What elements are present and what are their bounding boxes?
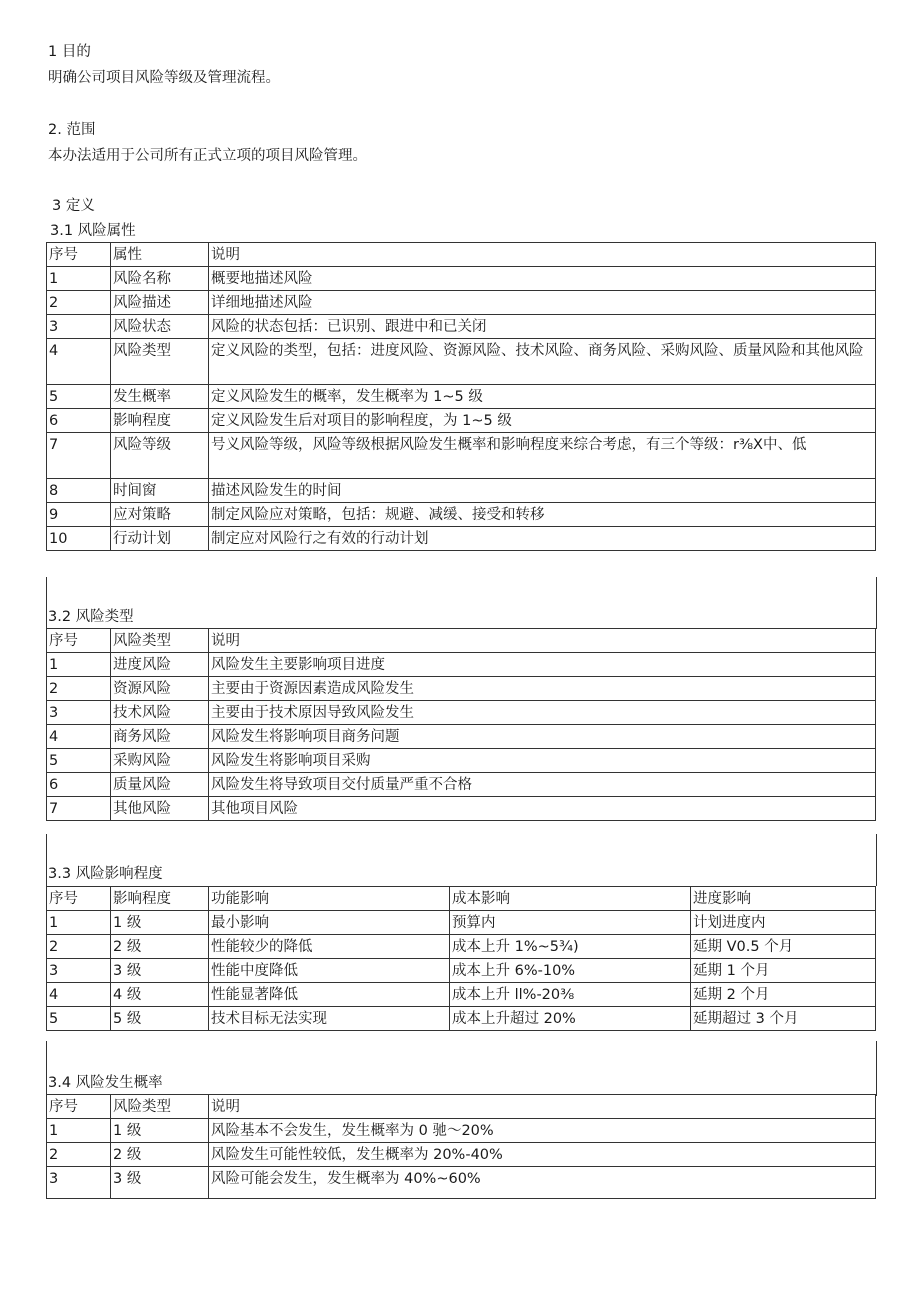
table-cell: 2 bbox=[47, 1143, 111, 1167]
table-cell: 概要地描述风险 bbox=[209, 267, 876, 291]
table-row bbox=[47, 433, 876, 479]
table-cell: 其他项目风险 bbox=[209, 797, 876, 821]
table-cell: 延期超过 3 个月 bbox=[691, 1007, 876, 1031]
table-cell: 成本上升 6%-10% bbox=[450, 959, 691, 983]
risk-attributes-table bbox=[46, 242, 876, 551]
table-row bbox=[47, 653, 876, 677]
table-header-row bbox=[47, 629, 876, 653]
table-cell: 采购风险 bbox=[111, 749, 209, 773]
table-cell: 5 级 bbox=[111, 1007, 209, 1031]
table-row bbox=[47, 725, 876, 749]
table-cell: 风险名称 bbox=[111, 267, 209, 291]
table-3-1-title: 3.1 风险属性 bbox=[50, 223, 136, 239]
section-3-heading: 3 定义 bbox=[52, 198, 95, 214]
table-cell: 性能中度降低 bbox=[209, 959, 450, 983]
table-3-2-title: 3.2 风险类型 bbox=[48, 609, 134, 625]
table-cell: 其他风险 bbox=[111, 797, 209, 821]
table-row bbox=[47, 911, 876, 935]
table-cell: 3 级 bbox=[111, 959, 209, 983]
header-cell: 成本影响 bbox=[450, 887, 691, 911]
table-cell: 6 bbox=[47, 409, 111, 433]
table-cell: 2 bbox=[47, 677, 111, 701]
table-cell: 成本上升 1%~5¾) bbox=[450, 935, 691, 959]
table-gap-frame bbox=[46, 1041, 877, 1096]
table-cell: 3 bbox=[47, 1167, 111, 1199]
table-row bbox=[47, 797, 876, 821]
table-cell: 行动计划 bbox=[111, 527, 209, 551]
table-cell: 延期 2 个月 bbox=[691, 983, 876, 1007]
table-cell: 性能较少的降低 bbox=[209, 935, 450, 959]
table-row bbox=[47, 701, 876, 725]
table-gap-frame bbox=[46, 834, 877, 886]
table-cell: 号义风险等级，风险等级根据风险发生概率和影响程度来综合考虑，有三个等级：r⅜X中、低 bbox=[209, 433, 876, 479]
header-cell: 序号 bbox=[47, 243, 111, 267]
table-cell: 技术目标无法实现 bbox=[209, 1007, 450, 1031]
header-cell: 影响程度 bbox=[111, 887, 209, 911]
table-cell: 6 bbox=[47, 773, 111, 797]
table-row bbox=[47, 1143, 876, 1167]
table-cell: 最小影响 bbox=[209, 911, 450, 935]
table-cell: 3 bbox=[47, 315, 111, 339]
table-cell: 时间窗 bbox=[111, 479, 209, 503]
table-cell: 质量风险 bbox=[111, 773, 209, 797]
table-cell: 性能显著降低 bbox=[209, 983, 450, 1007]
table-cell: 描述风险发生的时间 bbox=[209, 479, 876, 503]
table-cell: 商务风险 bbox=[111, 725, 209, 749]
table-cell: 2 bbox=[47, 291, 111, 315]
table-header-row bbox=[47, 887, 876, 911]
table-cell: 技术风险 bbox=[111, 701, 209, 725]
table-row bbox=[47, 677, 876, 701]
table-row bbox=[47, 983, 876, 1007]
header-cell: 说明 bbox=[209, 629, 876, 653]
table-cell: 延期 1 个月 bbox=[691, 959, 876, 983]
table-cell: 风险发生将影响项目商务问题 bbox=[209, 725, 876, 749]
header-cell: 功能影响 bbox=[209, 887, 450, 911]
section-2-heading: 2. 范围 bbox=[48, 122, 96, 138]
table-cell: 风险类型 bbox=[111, 339, 209, 385]
table-cell: 5 bbox=[47, 749, 111, 773]
table-cell: 定义风险发生后对项目的影响程度，为 1~5 级 bbox=[209, 409, 876, 433]
table-header-row bbox=[47, 243, 876, 267]
table-cell: 定义风险的类型，包括：进度风险、资源风险、技术风险、商务风险、采购风险、质量风险和其他风险 bbox=[209, 339, 876, 385]
table-cell: 风险描述 bbox=[111, 291, 209, 315]
table-row bbox=[47, 749, 876, 773]
table-cell: 成本上升超过 20% bbox=[450, 1007, 691, 1031]
table-cell: 1 bbox=[47, 1119, 111, 1143]
table-cell: 风险等级 bbox=[111, 433, 209, 479]
table-row bbox=[47, 935, 876, 959]
table-cell: 3 级 bbox=[111, 1167, 209, 1199]
table-cell: 风险发生将导致项目交付质量严重不合格 bbox=[209, 773, 876, 797]
table-cell: 风险发生将影响项目采购 bbox=[209, 749, 876, 773]
table-cell: 10 bbox=[47, 527, 111, 551]
table-cell: 风险发生主要影响项目进度 bbox=[209, 653, 876, 677]
table-cell: 成本上升 ll%-20⅜ bbox=[450, 983, 691, 1007]
table-cell: 2 级 bbox=[111, 935, 209, 959]
table-row bbox=[47, 291, 876, 315]
table-cell: 资源风险 bbox=[111, 677, 209, 701]
table-cell: 4 bbox=[47, 983, 111, 1007]
header-cell: 进度影响 bbox=[691, 887, 876, 911]
table-cell: 1 bbox=[47, 267, 111, 291]
header-cell: 说明 bbox=[209, 243, 876, 267]
table-row bbox=[47, 1007, 876, 1031]
table-cell: 1 bbox=[47, 653, 111, 677]
table-cell: 1 bbox=[47, 911, 111, 935]
table-cell: 2 bbox=[47, 935, 111, 959]
table-cell: 风险可能会发生，发生概率为 40%~60% bbox=[209, 1167, 876, 1199]
table-row bbox=[47, 315, 876, 339]
table-cell: 风险状态 bbox=[111, 315, 209, 339]
section-2-body: 本办法适用于公司所有正式立项的项目风险管理。 bbox=[48, 148, 367, 164]
table-cell: 4 bbox=[47, 339, 111, 385]
table-row bbox=[47, 339, 876, 385]
table-cell: 进度风险 bbox=[111, 653, 209, 677]
table-header-row bbox=[47, 1095, 876, 1119]
table-cell: 应对策略 bbox=[111, 503, 209, 527]
table-row bbox=[47, 1167, 876, 1199]
table-cell: 8 bbox=[47, 479, 111, 503]
table-row bbox=[47, 959, 876, 983]
table-row bbox=[47, 385, 876, 409]
table-cell: 5 bbox=[47, 385, 111, 409]
table-row bbox=[47, 267, 876, 291]
table-row bbox=[47, 409, 876, 433]
header-cell: 风险类型 bbox=[111, 629, 209, 653]
table-row bbox=[47, 479, 876, 503]
table-cell: 7 bbox=[47, 797, 111, 821]
table-cell: 主要由于资源因素造成风险发生 bbox=[209, 677, 876, 701]
table-cell: 风险发生可能性较低，发生概率为 20%-40% bbox=[209, 1143, 876, 1167]
table-cell: 定义风险发生的概率，发生概率为 1~5 级 bbox=[209, 385, 876, 409]
table-cell: 1 级 bbox=[111, 1119, 209, 1143]
table-cell: 3 bbox=[47, 701, 111, 725]
table-cell: 计划进度内 bbox=[691, 911, 876, 935]
table-cell: 4 级 bbox=[111, 983, 209, 1007]
header-cell: 序号 bbox=[47, 1095, 111, 1119]
table-cell: 影响程度 bbox=[111, 409, 209, 433]
header-cell: 说明 bbox=[209, 1095, 876, 1119]
table-row bbox=[47, 503, 876, 527]
table-cell: 3 bbox=[47, 959, 111, 983]
table-cell: 详细地描述风险 bbox=[209, 291, 876, 315]
table-cell: 延期 V0.5 个月 bbox=[691, 935, 876, 959]
table-row bbox=[47, 1119, 876, 1143]
risk-impact-table bbox=[46, 886, 876, 1031]
header-cell: 属性 bbox=[111, 243, 209, 267]
section-1-body: 明确公司项目风险等级及管理流程。 bbox=[48, 70, 280, 86]
risk-probability-table bbox=[46, 1094, 876, 1199]
table-cell: 9 bbox=[47, 503, 111, 527]
table-cell: 2 级 bbox=[111, 1143, 209, 1167]
table-row bbox=[47, 773, 876, 797]
table-cell: 制定风险应对策略，包括：规避、减缓、接受和转移 bbox=[209, 503, 876, 527]
table-cell: 4 bbox=[47, 725, 111, 749]
section-1-heading: 1 目的 bbox=[48, 44, 91, 60]
table-cell: 5 bbox=[47, 1007, 111, 1031]
table-gap-frame bbox=[46, 577, 877, 629]
table-cell: 7 bbox=[47, 433, 111, 479]
header-cell: 风险类型 bbox=[111, 1095, 209, 1119]
table-cell: 制定应对风险行之有效的行动计划 bbox=[209, 527, 876, 551]
table-cell: 预算内 bbox=[450, 911, 691, 935]
table-cell: 主要由于技术原因导致风险发生 bbox=[209, 701, 876, 725]
table-3-4-title: 3.4 风险发生概率 bbox=[48, 1075, 163, 1091]
table-cell: 1 级 bbox=[111, 911, 209, 935]
table-cell: 风险基本不会发生，发生概率为 0 驰～20% bbox=[209, 1119, 876, 1143]
risk-types-table bbox=[46, 628, 876, 821]
table-cell: 发生概率 bbox=[111, 385, 209, 409]
table-3-3-title: 3.3 风险影响程度 bbox=[48, 866, 163, 882]
table-row bbox=[47, 527, 876, 551]
header-cell: 序号 bbox=[47, 887, 111, 911]
header-cell: 序号 bbox=[47, 629, 111, 653]
table-cell: 风险的状态包括：已识别、跟进中和已关闭 bbox=[209, 315, 876, 339]
